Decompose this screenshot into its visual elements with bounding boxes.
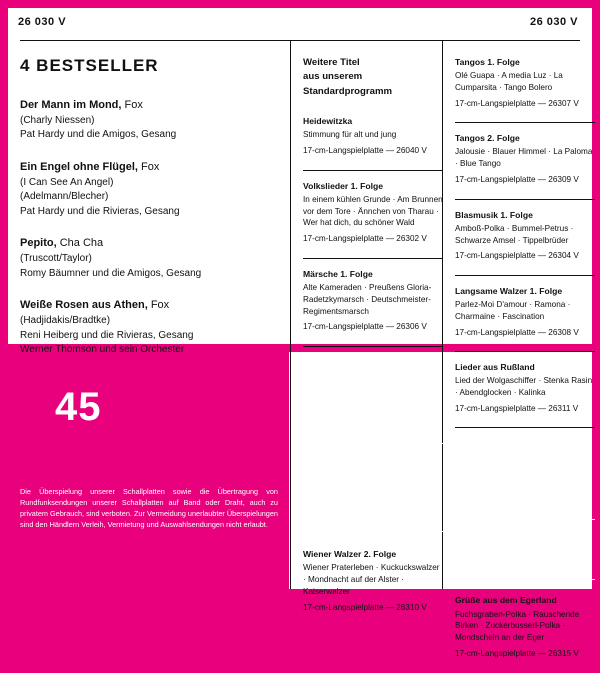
top-rule xyxy=(20,40,580,41)
track-title xyxy=(20,236,278,252)
track-listing xyxy=(20,236,278,281)
release-number: 17-cm-Langspielplatte — 26307 V xyxy=(455,98,579,108)
track-title-text: Weiße Rosen aus Athen, xyxy=(20,299,148,312)
track-title-text: Der Mann im Mond, xyxy=(20,99,122,111)
release-number: 17-cm-Langspielplatte — 26306 V xyxy=(303,322,427,332)
track-listing xyxy=(20,98,278,143)
release-title: Volkslieder 1. Folge xyxy=(303,180,384,191)
track-orchestra: Werner Thomson und sein Orchester xyxy=(20,344,185,356)
release-number: 17-cm-Langspielplatte — 26304 V xyxy=(455,251,579,261)
catalog-number-right: 26 030 V xyxy=(529,16,578,28)
column-heading-line: Standardprogramm xyxy=(303,85,393,97)
entry-divider xyxy=(303,443,443,444)
track-performer: Pat Hardy und die Amigos, Gesang xyxy=(20,129,177,141)
release-entry xyxy=(303,180,443,245)
release-tracks: Jalousie · Blauer Himmel · La Paloma · Blue Tango xyxy=(455,147,593,169)
release-entry xyxy=(303,453,443,518)
entry-divider xyxy=(303,170,443,171)
release-tracks: Parlez-Moi D'amour · Ramona · Charmaine · Fascination xyxy=(455,299,571,321)
entry-divider xyxy=(455,275,595,276)
entry-divider xyxy=(303,531,443,532)
page-title: 4 BESTSELLER xyxy=(20,56,159,75)
release-title: Märsche 2. Folge xyxy=(303,365,373,376)
speed-badge: 45 xyxy=(55,385,102,429)
release-tracks: Fuchsgraben-Polka · Rauschende Birken · Zuckerbusserl-Polka · Mondschein an der Eger xyxy=(455,609,580,643)
release-entry xyxy=(455,594,595,659)
release-number: 17-cm-Langspielplatte — 26310 V xyxy=(303,603,427,613)
track-title-text: Ein Engel ohne Flügel, xyxy=(20,160,138,173)
bestseller-column xyxy=(20,56,278,375)
release-tracks: Wiener Praterleben · Kuckuckswalzer · Mondnacht auf der Alster · Kaiserwalzer xyxy=(303,563,440,597)
column-heading-line: aus unserem xyxy=(303,71,363,83)
release-number: 17-cm-Langspielplatte — 26315 V xyxy=(455,649,579,659)
release-title: Tangos 1. Folge xyxy=(455,57,520,67)
copyright-notice: Die Überspielung unserer Schallplatten sowie die Übertragung von Rundfunksendungen unserer Schallplatten auf Band oder Draht, auch zu privatem Gebrauch, sind verboten. Zur Vermeidung unerlaubter Überspielungen sind den Händlern Verleih, Vermietung und Auswahlsendungen nicht erlaubt. xyxy=(20,487,278,529)
magenta-lower-block xyxy=(8,344,289,589)
release-number: 17-cm-Langspielplatte — 26312 V xyxy=(455,495,579,505)
track-genre: Fox xyxy=(150,299,170,312)
additional-titles-column xyxy=(303,56,443,627)
release-title: Blasmusik 1. Folge xyxy=(455,209,533,220)
track-composer: (Truscott/Taylor) xyxy=(20,253,92,265)
track-composer: (Hadjidakis/Bradtke) xyxy=(20,315,111,327)
entry-divider xyxy=(455,122,595,123)
release-tracks: Olé Guapa · A media Luz · La Cumparsita · Tango Bolero xyxy=(455,71,563,92)
column-rule-1 xyxy=(290,40,291,589)
entry-divider xyxy=(455,427,595,428)
entry-divider xyxy=(303,258,443,259)
release-title: Grüße aus den Bergen xyxy=(455,441,548,452)
release-tracks: Wiener Blut · G'schichten aus dem Wienerwald · Rosen aus dem Süden · An der schönen blauen Donau xyxy=(303,468,442,501)
catalog-number-left: 26 030 V xyxy=(18,16,67,28)
release-tracks: Stimmung für alt und jung xyxy=(303,130,397,140)
release-entry xyxy=(455,209,595,262)
release-tracks: Amboß-Polka · Bummel-Petrus · Schwarze Amsel · Tippelbrüder xyxy=(455,223,574,245)
track-listing xyxy=(20,298,278,357)
track-composer: (Adelmann/Blecher) xyxy=(20,191,109,203)
track-genre: Fox xyxy=(141,160,160,173)
release-tracks: Hückepack · Rosamonde · Im Gänsemarsch · Weltenbummler xyxy=(455,543,571,565)
release-title: Tangos 2. Folge xyxy=(455,133,520,144)
track-title xyxy=(20,160,278,176)
track-title-text: Pepito, xyxy=(20,237,57,250)
entry-divider xyxy=(455,519,595,520)
release-title: Wiener Walzer 1. Folge xyxy=(303,454,397,465)
release-title: Wiener Walzer 2. Folge xyxy=(303,549,397,560)
release-number: 17-cm-Langspielplatte — 26311 V xyxy=(455,404,579,413)
release-entry xyxy=(455,440,595,505)
release-tracks: Erzherzog-Johann-Jodler · Der Kuckuck · Der Schwanthalerhöher Ländler · Der Weg zum Herzen xyxy=(455,455,580,489)
track-performer: Pat Hardy und die Rivieras, Gesang xyxy=(20,205,180,217)
entry-divider xyxy=(455,351,595,352)
release-number: 17-cm-Langspielplatte — 26303 V xyxy=(303,419,427,429)
release-entry xyxy=(455,529,595,567)
release-tracks: Lied der Wolgaschiffer · Stenka Rasin · Abendglocken · Kalinka xyxy=(455,376,593,398)
column-heading xyxy=(303,56,443,99)
release-title: Märsche 1. Folge xyxy=(303,268,373,279)
release-title: Lieder aus Rußland xyxy=(455,362,535,373)
release-entry xyxy=(303,548,443,613)
track-listing xyxy=(20,160,278,219)
track-alt-title: (I Can See An Angel) xyxy=(20,176,114,188)
release-entry xyxy=(303,268,443,333)
release-entry xyxy=(455,132,595,185)
release-entry xyxy=(455,285,595,338)
catalogue-column xyxy=(455,56,595,673)
track-genre: Cha Cha xyxy=(59,237,104,250)
entry-divider xyxy=(303,346,443,347)
release-number: 17-cm-Langspielplatte — 26309 V xyxy=(455,175,579,185)
track-performer: Romy Bäumner und die Amigos, Gesang xyxy=(20,267,202,279)
release-number: 17-cm-Langspielplatte — 26309 V xyxy=(303,507,427,517)
entry-divider xyxy=(455,199,595,200)
release-entry xyxy=(455,361,595,414)
release-number: 17-cm-Langspielplatte — 26040 V xyxy=(303,146,427,156)
release-title: Fröhliche Harmonika xyxy=(455,529,541,540)
release-number: 17-cm-Langspielplatte — 26302 V xyxy=(303,234,427,244)
track-title xyxy=(20,298,278,314)
release-tracks: In einem kühlen Grunde · Am Brunnen vor dem Tore · Ännchen von Tharau · Wer hat dich, du schöner Wald xyxy=(303,194,443,228)
entry-divider xyxy=(455,579,595,580)
release-entry xyxy=(303,115,443,156)
release-entry xyxy=(455,56,595,109)
release-title: Langsame Walzer 1. Folge xyxy=(455,285,563,296)
column-heading-line: Weitere Titel xyxy=(303,57,360,68)
release-number: 17-cm-Langspielplatte — 26308 V xyxy=(455,327,579,337)
release-title: Heidewitzka xyxy=(303,116,353,127)
track-performer: Reni Heiberg und die Rivieras, Gesang xyxy=(20,329,194,341)
track-composer: (Charly Niessen) xyxy=(20,114,95,126)
track-genre: Fox xyxy=(124,99,143,111)
release-tracks: Der Hohenfriedberger Marsch · Der Königgrätzer Marsch · Pan-Berliner Bettermarsch · Fridericus Rex xyxy=(303,379,432,413)
track-title xyxy=(20,98,278,114)
release-entry xyxy=(303,365,443,430)
release-title: Grüße aus dem Egerland xyxy=(455,595,557,606)
release-tracks: Alte Kameraden · Preußens Gloria-Radetzkymarsch · Deutschmeister-Regimentsmarsch xyxy=(303,282,432,316)
